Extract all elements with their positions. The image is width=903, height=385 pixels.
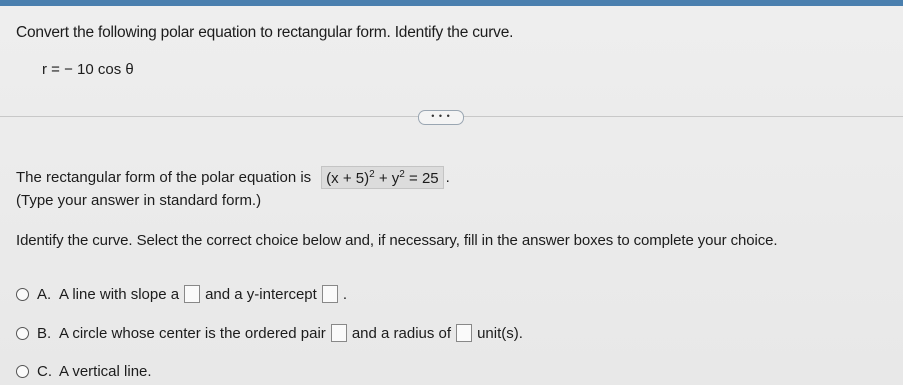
polar-equation: r = − 10 cos θ (42, 61, 134, 78)
answer-hint: (Type your answer in standard form.) (16, 192, 262, 209)
answer-exponent-1: 2 (369, 169, 375, 180)
answer-period: . (445, 169, 450, 186)
answer-suffix: = 25 (404, 170, 439, 187)
choice-text: and a radius of (351, 324, 452, 342)
instruction-text: Identify the curve. Select the correct choice below and, if necessary, fill in the answer boxes to complete your choice. (16, 232, 778, 249)
choice-text: A vertical line. (59, 363, 152, 380)
question-text: Convert the following polar equation to rectangular form. Identify the curve. (16, 24, 514, 41)
slope-input-box[interactable] (184, 285, 200, 303)
radio-button-a[interactable] (16, 288, 29, 301)
radio-button-c[interactable] (16, 365, 29, 378)
choice-a[interactable] (16, 285, 347, 303)
choice-b[interactable] (16, 324, 523, 342)
choice-text: and a y-intercept (205, 285, 317, 303)
answer-exponent-2: 2 (399, 169, 405, 180)
choice-letter: C. (37, 363, 52, 380)
choice-text: . (342, 285, 347, 303)
y-intercept-input-box[interactable] (322, 285, 338, 303)
radio-button-b[interactable] (16, 327, 29, 340)
question-panel (0, 6, 903, 385)
choice-text: A circle whose center is the ordered pair (59, 324, 326, 342)
choice-letter: B. (37, 324, 52, 342)
choice-text: unit(s). (477, 324, 523, 342)
answer-prefix: The rectangular form of the polar equation is (16, 169, 312, 186)
radius-input-box[interactable] (456, 324, 472, 342)
answer-statement (16, 166, 450, 189)
center-input-box[interactable] (331, 324, 347, 342)
answer-middle: + y (374, 170, 400, 187)
choice-letter: A. (37, 285, 52, 303)
more-options-button[interactable]: • • • (418, 110, 464, 125)
answer-input[interactable] (321, 166, 443, 189)
choice-c[interactable] (16, 363, 152, 380)
choice-text: A line with slope a (59, 285, 180, 303)
answer-base: (x + 5) (326, 170, 370, 187)
